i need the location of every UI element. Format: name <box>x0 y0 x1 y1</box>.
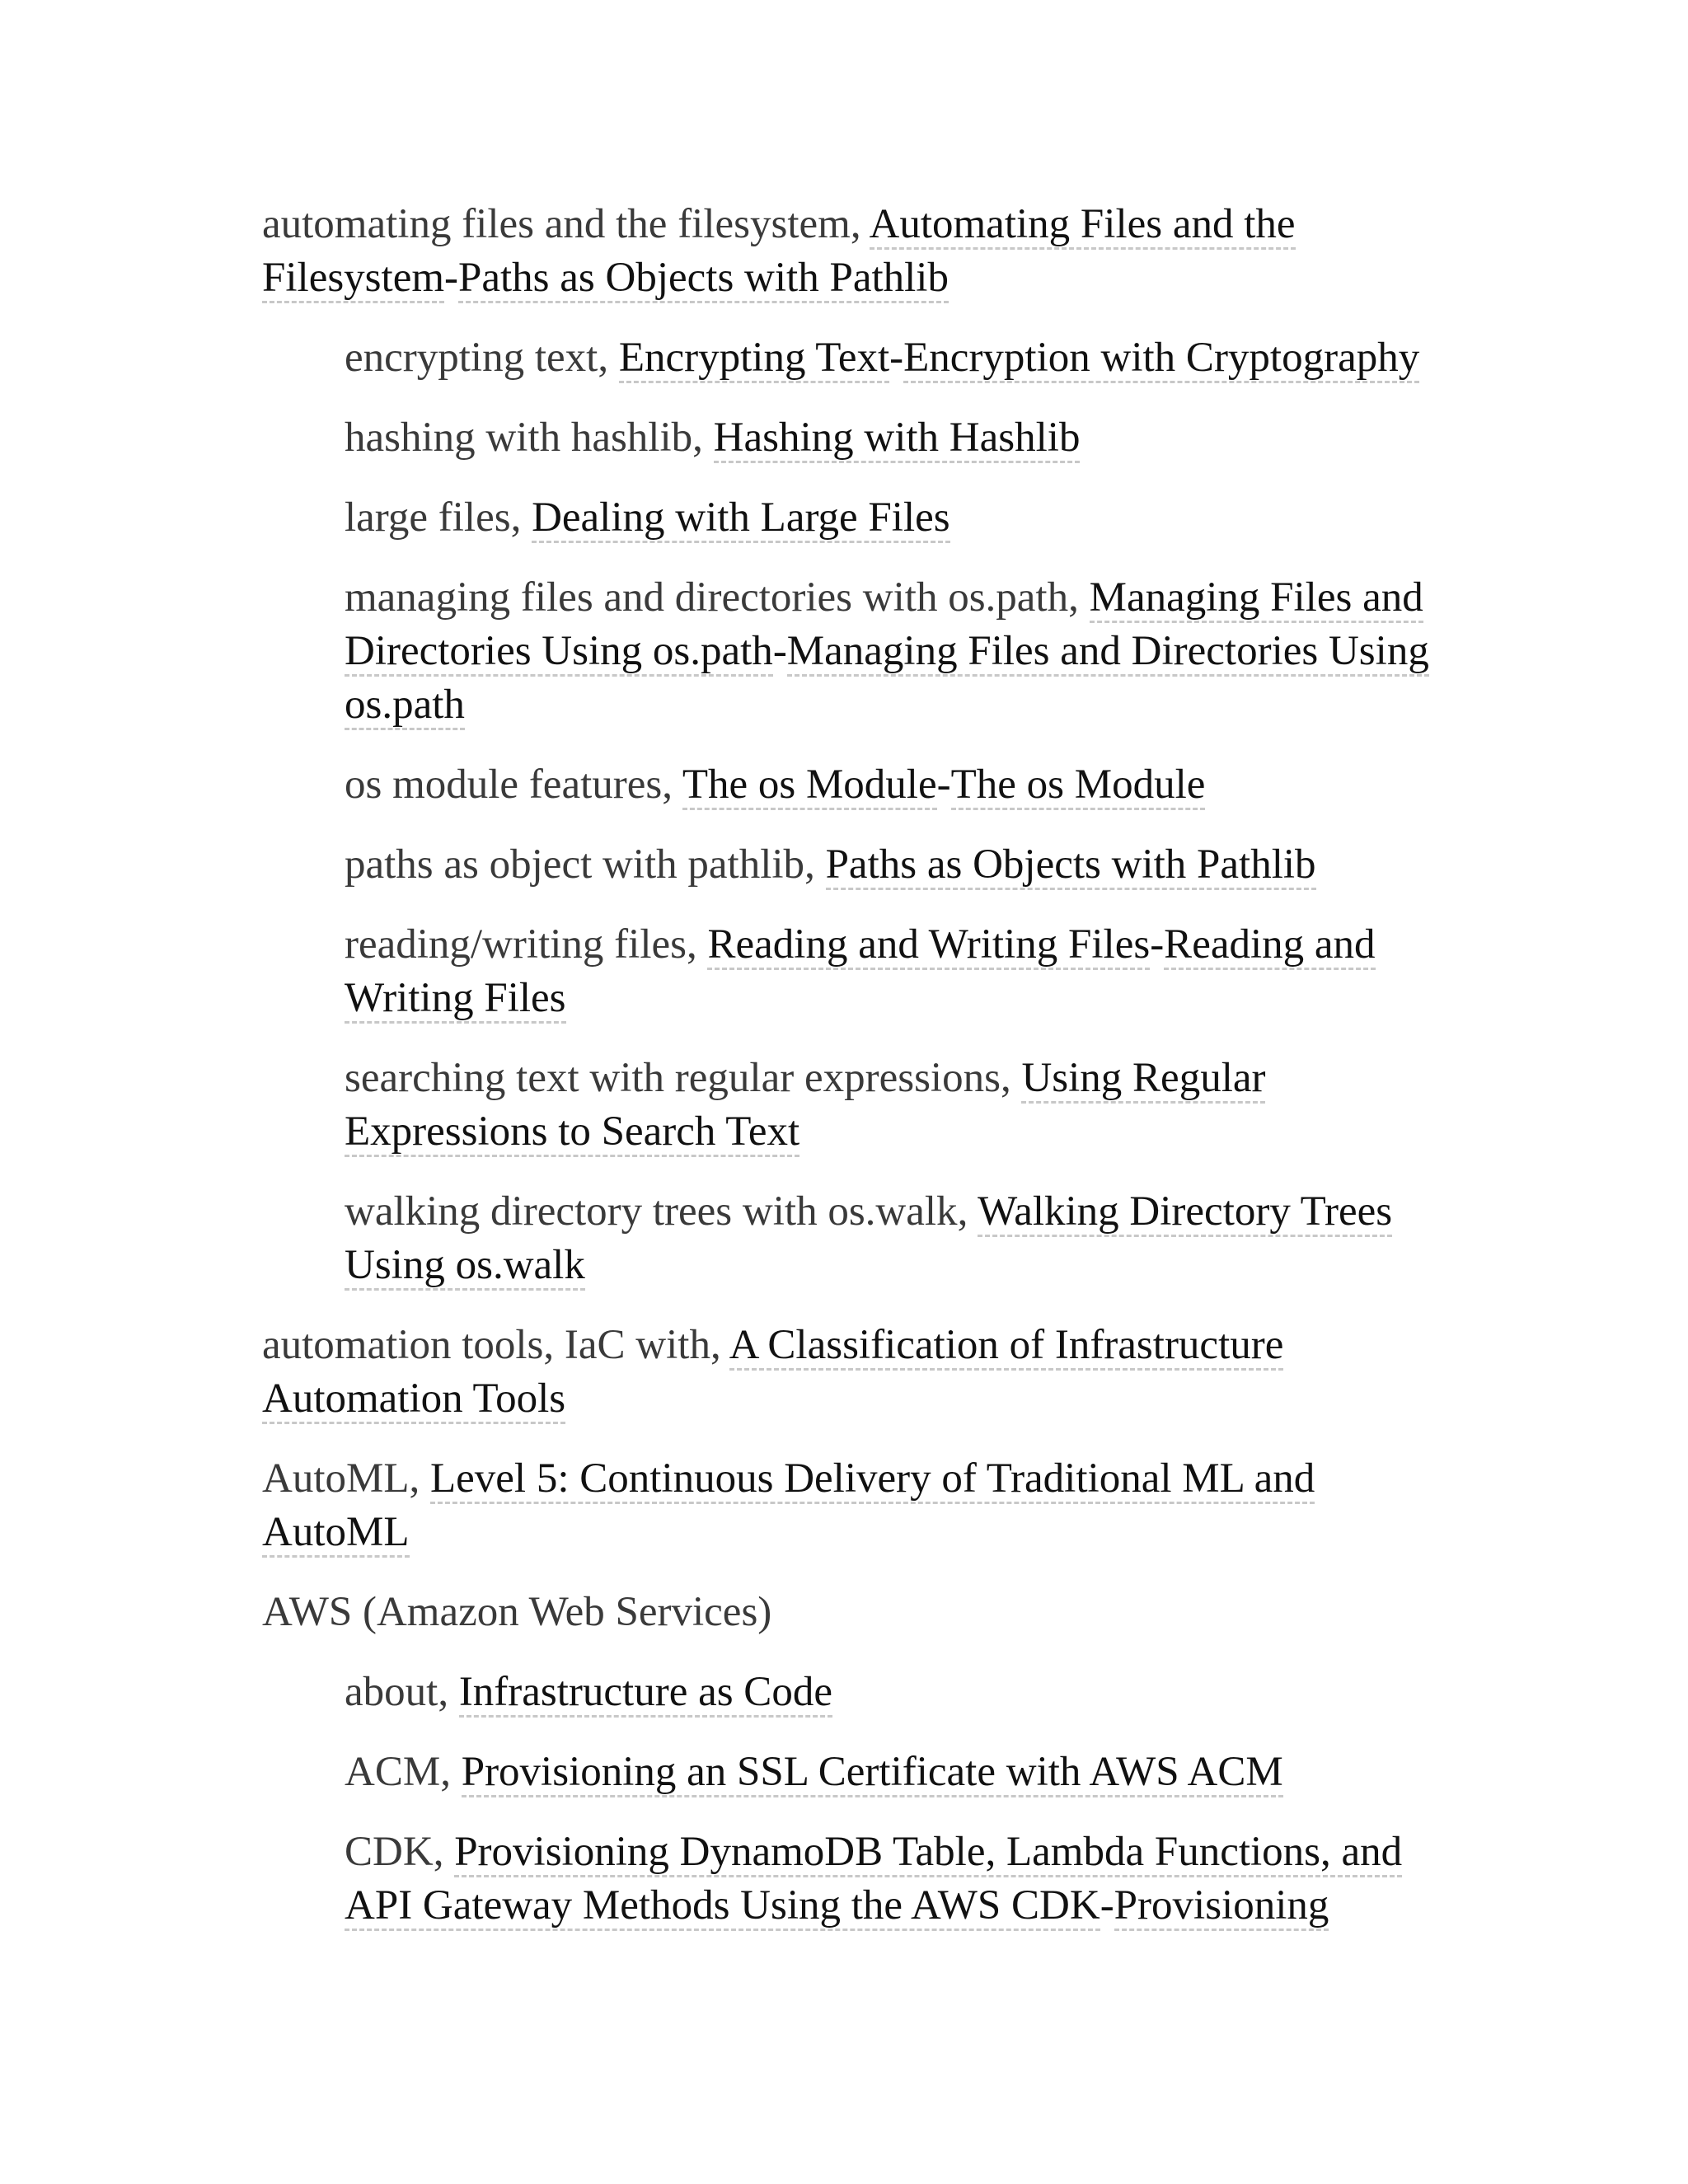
index-page-link[interactable]: Encryption with Cryptography <box>903 335 1419 383</box>
index-page-link[interactable]: The os Module <box>951 762 1206 810</box>
index-subentry <box>345 758 1449 812</box>
index-entry <box>262 198 1449 305</box>
index-term: paths as object with pathlib <box>345 841 805 888</box>
index-page-link[interactable]: Provisioning an SSL Certificate with AWS ACM <box>462 1749 1283 1797</box>
index-page-link[interactable]: Infrastructure as Code <box>459 1669 832 1718</box>
index-term: automation tools, IaC with <box>262 1322 710 1368</box>
index-page-link[interactable]: Paths as Objects with Pathlib <box>458 255 949 303</box>
index-page-link[interactable]: Reading and Writing Files <box>345 921 1376 1024</box>
index-page-link[interactable]: Using Regular Expressions to Search Text <box>345 1055 1265 1157</box>
index-term: reading/writing files <box>345 921 687 968</box>
index-page-link[interactable]: Managing Files and Directories Using os.path <box>345 574 1423 677</box>
term-separator: , <box>510 494 532 541</box>
index-term: automating files and the filesystem <box>262 201 851 247</box>
index-page-link[interactable]: Level 5: Continuous Delivery of Traditional ML and AutoML <box>262 1455 1315 1558</box>
index-term: walking directory trees with os.walk <box>345 1188 958 1235</box>
term-separator: , <box>662 762 682 808</box>
index-subentry <box>345 1666 1449 1719</box>
index-entry <box>262 1586 1449 1639</box>
index-subentry <box>345 1746 1449 1799</box>
index-subentry <box>345 918 1449 1025</box>
index-entry <box>262 1319 1449 1426</box>
index-page-link[interactable]: Walking Directory Trees Using os.walk <box>345 1188 1392 1291</box>
index-subentry <box>345 1052 1449 1159</box>
index-page-link[interactable]: Reading and Writing Files <box>707 921 1150 970</box>
index-term: ACM <box>345 1749 441 1795</box>
term-separator: , <box>433 1829 455 1875</box>
index-page-link[interactable]: Paths as Objects with Pathlib <box>826 841 1316 890</box>
term-separator: , <box>438 1669 459 1715</box>
index-term: managing files and directories with os.path <box>345 574 1069 621</box>
link-separator: - <box>1150 921 1165 968</box>
index-page-link[interactable]: The os Module <box>682 762 937 810</box>
term-separator: , <box>409 1455 430 1502</box>
index-term: os module features <box>345 762 663 808</box>
index-page-link[interactable]: Provisioning <box>1114 1882 1329 1931</box>
link-separator: - <box>889 335 904 381</box>
term-separator: , <box>598 335 619 381</box>
index-subentry <box>345 571 1449 732</box>
index-page-link[interactable]: Dealing with Large Files <box>532 494 950 543</box>
term-separator: , <box>692 415 714 461</box>
index-page-link[interactable]: Provisioning DynamoDB Table, Lambda Functions, and API Gateway Methods Using the AWS CDK <box>345 1829 1402 1931</box>
index-term: AutoML <box>262 1455 410 1502</box>
index-page <box>262 198 1449 1959</box>
term-separator: , <box>440 1749 462 1795</box>
index-subentry <box>345 331 1449 385</box>
index-term: CDK <box>345 1829 434 1875</box>
index-page-link[interactable]: Encrypting Text <box>619 335 889 383</box>
link-separator: - <box>444 255 458 301</box>
link-separator: - <box>1100 1882 1114 1929</box>
index-subentry <box>345 1185 1449 1292</box>
term-separator: , <box>804 841 826 888</box>
link-separator: - <box>936 762 951 808</box>
index-subentry <box>345 411 1449 465</box>
index-entry <box>262 1452 1449 1559</box>
index-term: AWS (Amazon Web Services) <box>262 1589 772 1635</box>
index-term: encrypting text <box>345 335 598 381</box>
term-separator: , <box>1000 1055 1022 1101</box>
index-term: searching text with regular expressions <box>345 1055 1001 1101</box>
term-separator: , <box>686 921 708 968</box>
term-separator: , <box>1068 574 1090 621</box>
term-separator: , <box>850 201 870 247</box>
term-separator: , <box>710 1322 729 1368</box>
index-page-link[interactable]: Managing Files and Directories Using os.path <box>345 628 1429 730</box>
index-page-link[interactable]: A Classification of Infrastructure Automation Tools <box>262 1322 1283 1424</box>
index-page-link[interactable]: Automating Files and the Filesystem <box>262 201 1296 303</box>
index-page-link[interactable]: Hashing with Hashlib <box>714 415 1081 463</box>
index-subentry <box>345 491 1449 545</box>
link-separator: - <box>772 628 787 674</box>
index-subentry <box>345 838 1449 892</box>
index-term: large files <box>345 494 511 541</box>
index-term: about <box>345 1669 438 1715</box>
index-term: hashing with hashlib <box>345 415 693 461</box>
index-subentry <box>345 1825 1449 1933</box>
term-separator: , <box>957 1188 978 1235</box>
